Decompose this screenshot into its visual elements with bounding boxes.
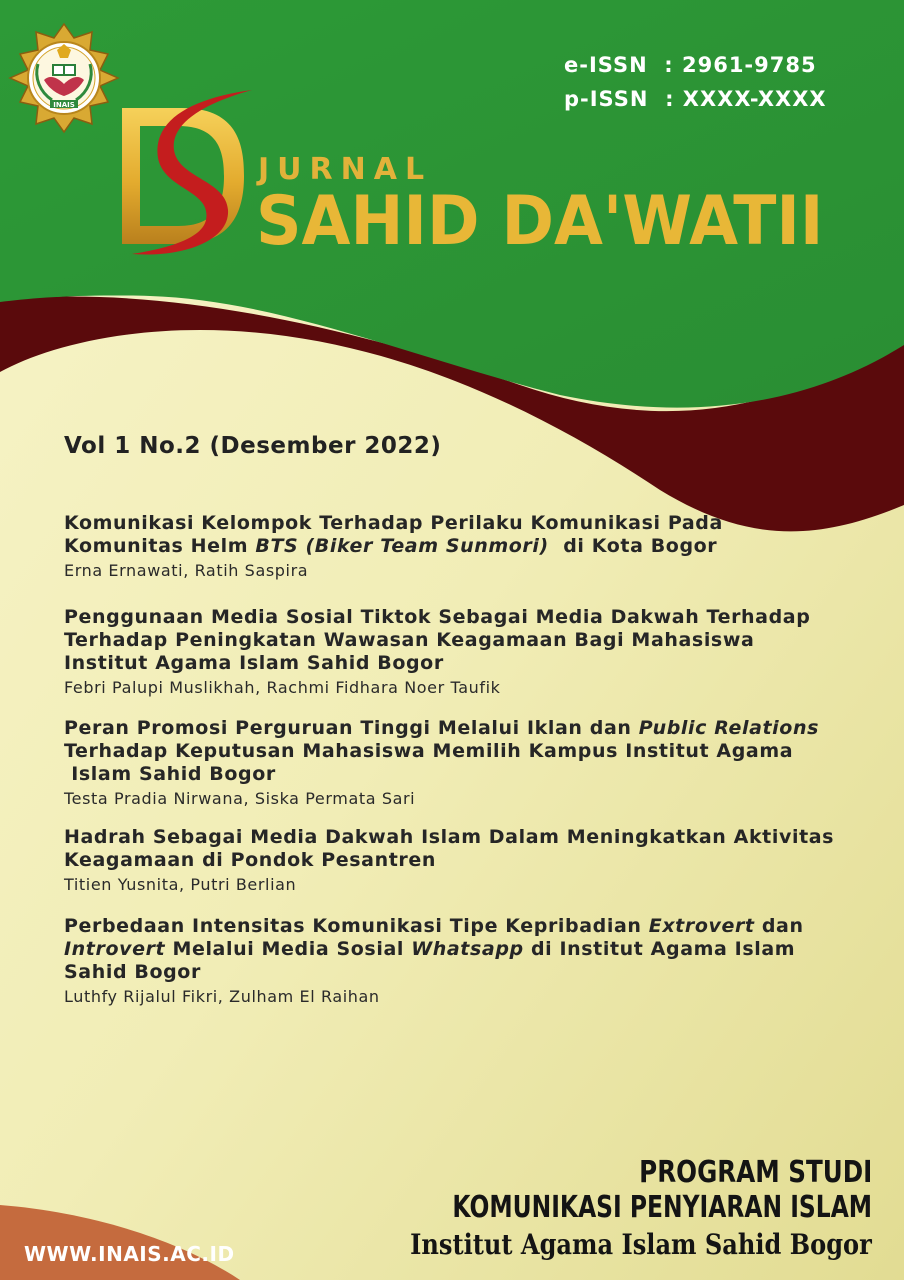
title-line: Komunitas Helm BTS (Biker Team Sunmori) di Kota Bogor bbox=[64, 535, 718, 557]
ds-monogram bbox=[112, 86, 262, 256]
title-line: Terhadap Peningkatan Wawasan Keagamaan Bagi Mahasiswa bbox=[64, 629, 755, 651]
svg-text:INAIS: INAIS bbox=[53, 101, 75, 109]
article-title bbox=[64, 606, 854, 675]
article-title bbox=[64, 826, 854, 872]
program-label: PROGRAM STUDI bbox=[638, 1155, 872, 1190]
article-authors: Erna Ernawati, Ratih Saspira bbox=[64, 561, 309, 580]
website-link[interactable]: WWW.INAIS.AC.ID bbox=[24, 1242, 235, 1266]
p-issn-label: p-ISSN : XXXX-XXXX bbox=[564, 87, 827, 111]
issue-label: Vol 1 No.2 (Desember 2022) bbox=[64, 433, 442, 459]
article-authors: Luthfy Rijalul Fikri, Zulham El Raihan bbox=[64, 987, 380, 1006]
title-line: Hadrah Sebagai Media Dakwah Islam Dalam Meningkatkan Aktivitas bbox=[64, 826, 835, 848]
inais-logo bbox=[8, 22, 120, 134]
title-line: Keagamaan di Pondok Pesantren bbox=[64, 849, 436, 871]
title-line: Komunikasi Kelompok Terhadap Perilaku Komunikasi Pada bbox=[64, 512, 723, 534]
article-authors: Testa Pradia Nirwana, Siska Permata Sari bbox=[64, 789, 416, 808]
institution-label: Institut Agama Islam Sahid Bogor bbox=[410, 1228, 872, 1261]
title-line: Peran Promosi Perguruan Tinggi Melalui Iklan dan Public Relations bbox=[64, 717, 819, 739]
title-line: Terhadap Keputusan Mahasiswa Memilih Kampus Institut Agama bbox=[64, 740, 794, 762]
article-title bbox=[64, 717, 854, 786]
journal-name-main: SAHID DA'WATII bbox=[256, 182, 824, 261]
title-line: Penggunaan Media Sosial Tiktok Sebagai Media Dakwah Terhadap bbox=[64, 606, 811, 628]
article-1 bbox=[64, 512, 854, 580]
title-line: Perbedaan Intensitas Komunikasi Tipe Kepribadian Extrovert dan bbox=[64, 915, 804, 937]
title-line: Introvert Melalui Media Sosial Whatsapp di Institut Agama Islam bbox=[64, 938, 796, 960]
title-line: Islam Sahid Bogor bbox=[64, 763, 276, 785]
journal-name-top: JURNAL bbox=[258, 152, 433, 187]
article-title bbox=[64, 512, 854, 558]
article-4 bbox=[64, 826, 854, 894]
department-label: KOMUNIKASI PENYIARAN ISLAM bbox=[452, 1190, 872, 1225]
title-line: Sahid Bogor bbox=[64, 961, 201, 983]
article-title bbox=[64, 915, 854, 984]
article-2 bbox=[64, 606, 854, 697]
article-authors: Febri Palupi Muslikhah, Rachmi Fidhara Noer Taufik bbox=[64, 678, 501, 697]
title-line: Institut Agama Islam Sahid Bogor bbox=[64, 652, 444, 674]
article-5 bbox=[64, 915, 854, 1006]
article-authors: Titien Yusnita, Putri Berlian bbox=[64, 875, 297, 894]
article-3 bbox=[64, 717, 854, 808]
e-issn-label: e-ISSN : 2961-9785 bbox=[564, 53, 817, 77]
